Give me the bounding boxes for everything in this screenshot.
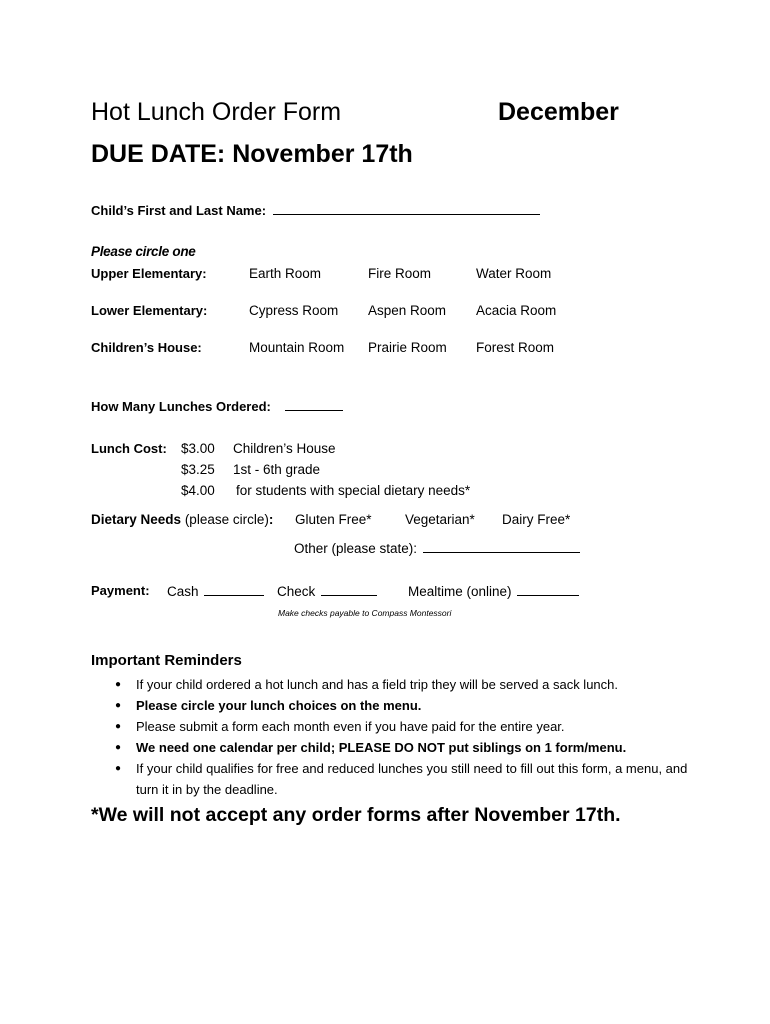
room-option[interactable]: Aspen Room [368, 303, 447, 318]
form-month: December [498, 98, 619, 126]
payment-check[interactable] [277, 583, 377, 599]
due-date: DUE DATE: November 17th [91, 140, 413, 168]
form-title: Hot Lunch Order Form [91, 98, 342, 126]
lunches-ordered-field[interactable] [91, 398, 343, 414]
reminder-text: We need one calendar per child; PLEASE DO NOT put siblings on 1 form/menu. [136, 740, 627, 755]
payment-label: Payment: [91, 583, 150, 598]
room-option[interactable]: Cypress Room [249, 303, 339, 318]
cost-desc: Children’s House [233, 441, 336, 456]
bullet: ● [115, 742, 122, 753]
payment-option-label: Cash [167, 584, 199, 599]
room-option[interactable]: Mountain Room [249, 340, 345, 355]
reminder-text: If your child ordered a hot lunch and has a field trip they will be served a sack lunch. [136, 677, 618, 692]
list-item [91, 674, 691, 695]
dietary-label-main: Dietary Needs [91, 512, 182, 527]
cost-price: $4.00 [181, 483, 215, 498]
bullet: ● [115, 721, 122, 732]
room-row-label: Upper Elementary: [91, 266, 207, 281]
child-name-line[interactable] [273, 202, 540, 215]
dietary-other-field[interactable] [294, 540, 580, 556]
room-option[interactable]: Fire Room [368, 266, 432, 281]
payment-option-label: Mealtime (online) [408, 584, 512, 599]
dietary-label-sub: (please circle) [184, 512, 269, 527]
dietary-label-colon: : [268, 512, 274, 527]
cost-price: $3.25 [181, 462, 215, 477]
room-option[interactable]: Earth Room [249, 266, 322, 281]
lunches-ordered-label: How Many Lunches Ordered: [91, 399, 271, 414]
room-option[interactable]: Water Room [476, 266, 552, 281]
circle-instruction: Please circle one [91, 244, 196, 259]
reminder-text: If your child qualifies for free and reduced lunches you still need to fill out this form, a menu, and turn it in by the deadline. [136, 761, 688, 797]
reminder-text: Please circle your lunch choices on the menu. [136, 698, 422, 713]
dietary-option[interactable]: Gluten Free* [295, 512, 372, 527]
room-row-label: Children’s House: [91, 340, 202, 355]
lunches-ordered-line[interactable] [285, 398, 343, 411]
payment-line[interactable] [204, 583, 264, 596]
bullet: ● [115, 763, 122, 774]
room-option[interactable]: Forest Room [476, 340, 555, 355]
dietary-option[interactable]: Vegetarian* [405, 512, 475, 527]
bullet: ● [115, 700, 122, 711]
dietary-other-label: Other (please state): [294, 541, 418, 556]
child-name-field[interactable] [91, 202, 540, 218]
dietary-other-line[interactable] [423, 540, 580, 553]
cost-desc: 1st - 6th grade [233, 462, 321, 477]
cost-price: $3.00 [181, 441, 215, 456]
cost-desc: for students with special dietary needs* [236, 483, 471, 498]
payment-cash[interactable] [167, 583, 264, 599]
dietary-option[interactable]: Dairy Free* [502, 512, 571, 527]
lunch-cost-label: Lunch Cost: [91, 441, 167, 456]
payment-mealtime[interactable] [408, 583, 579, 599]
room-row-label: Lower Elementary: [91, 303, 208, 318]
payment-option-label: Check [277, 584, 316, 599]
list-item [91, 758, 691, 800]
list-item [91, 716, 691, 737]
room-option[interactable]: Prairie Room [368, 340, 447, 355]
deadline-notice: *We will not accept any order forms after November 17th. [91, 804, 621, 826]
room-option[interactable]: Acacia Room [476, 303, 557, 318]
payment-line[interactable] [321, 583, 377, 596]
list-item [91, 695, 691, 716]
payment-line[interactable] [517, 583, 579, 596]
child-name-label: Child’s First and Last Name: [91, 203, 267, 218]
reminder-text: Please submit a form each month even if you have paid for the entire year. [136, 719, 565, 734]
reminders-heading: Important Reminders [91, 652, 242, 669]
reminders-list [91, 674, 691, 800]
bullet: ● [115, 679, 122, 690]
dietary-label [91, 512, 273, 527]
payment-note: Make checks payable to Compass Montessori [278, 608, 452, 618]
list-item [91, 737, 691, 758]
